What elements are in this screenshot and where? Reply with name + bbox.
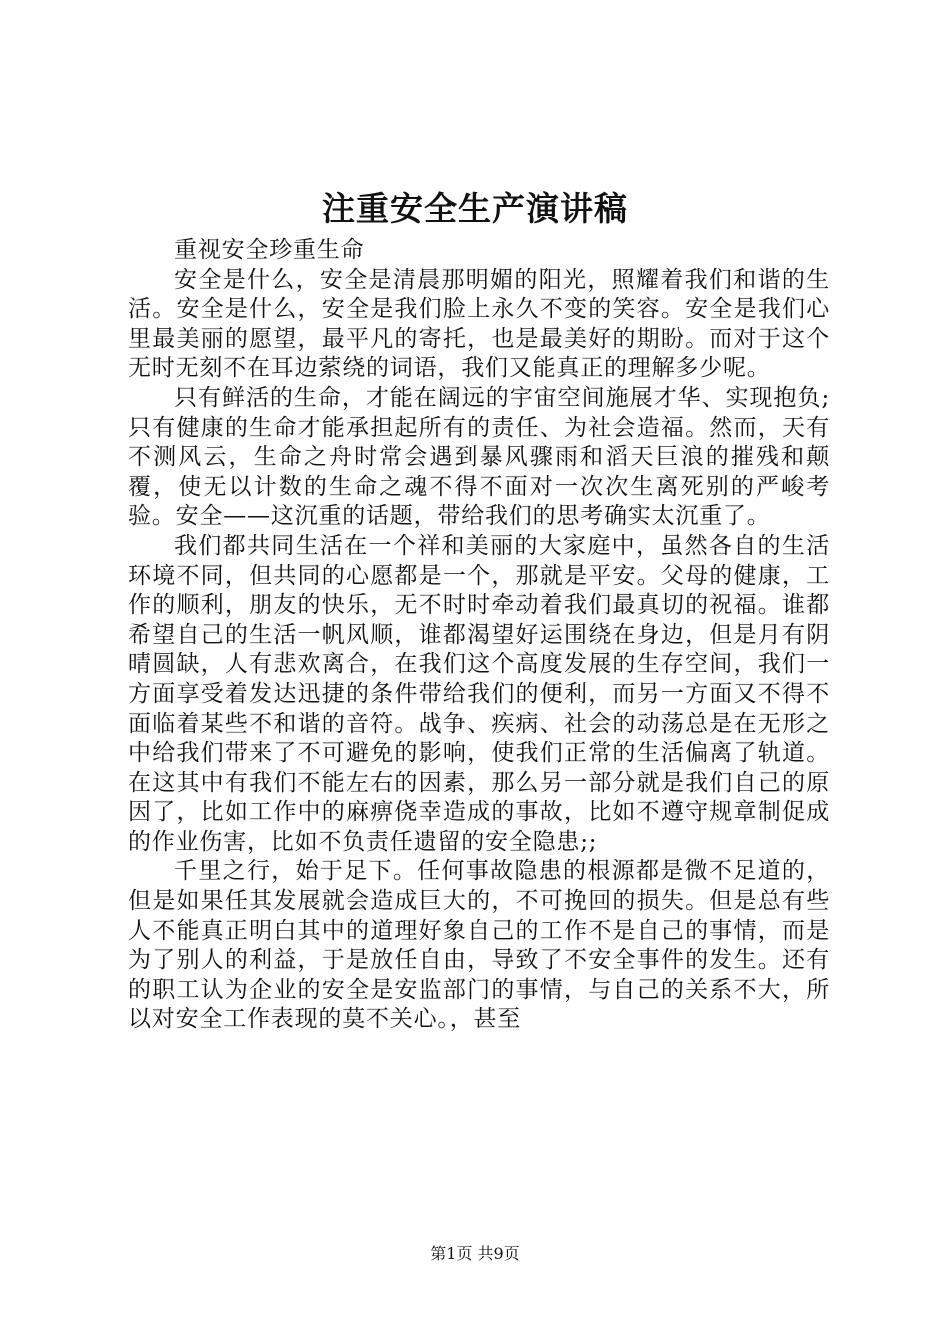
subtitle: 重视安全珍重生命 bbox=[174, 237, 365, 263]
page-number: 第1页 共9页 bbox=[430, 1244, 520, 1263]
paragraph-1: 安全是什么，安全是清晨那明媚的阳光，照耀着我们和谐的生活。安全是什么，安全是我们脸上永久不变的笑容。安全是我们心里最美丽的愿望，最平凡的寄托，也是最美好的期盼。而对于这个无时无刻不在耳边萦绕的词语，我们又能真正的理解多少呢。 bbox=[128, 266, 830, 382]
paragraph-4: 千里之行，始于足下。任何事故隐患的根源都是微不足道的，但是如果任其发展就会造成巨大的，不可挽回的损失。但是总有些人不能真正明白其中的道理好象自己的工作不是自己的事情，而是为了别人的利益，于是放任自由，导致了不安全事件的发生。还有的职工认为企业的安全是安监部门的事情，与自己的关系不大，所以对安全工作表现的莫不关心。，甚至 bbox=[128, 858, 830, 1033]
document-body bbox=[128, 236, 830, 1035]
paragraph-2: 只有鲜活的生命，才能在阔远的宇宙空间施展才华、实现抱负;只有健康的生命才能承担起所有的责任、为社会造福。然而，天有不测风云，生命之舟时常会遇到暴风骤雨和滔天巨浪的摧残和颠覆，使无以计数的生命之魂不得不面对一次次生离死别的严峻考验。安全——这沉重的话题，带给我们的思考确实太沉重了。 bbox=[128, 384, 830, 530]
paragraph-3: 我们都共同生活在一个祥和美丽的大家庭中，虽然各自的生活环境不同，但共同的心愿都是一个，那就是平安。父母的健康，工作的顺利，朋友的快乐，无不时时牵动着我们最真切的祝福。谁都希望自己的生活一帆风顺，谁都渴望好运围绕在身边，但是月有阴晴圆缺，人有悲欢离合，在我们这个高度发展的生存空间，我们一方面享受着发达迅捷的条件带给我们的便利，而另一方面又不得不面临着某些不和谐的音符。战争、疾病、社会的动荡总是在无形之中给我们带来了不可避免的影响，使我们正常的生活偏离了轨道。在这其中有我们不能左右的因素，那么另一部分就是我们自己的原因了，比如工作中的麻痹侥幸造成的事故，比如不遵守规章制促成的作业伤害，比如不负责任遗留的安全隐患;; bbox=[128, 532, 830, 855]
document-title: 注重安全生产演讲稿 bbox=[322, 189, 628, 228]
